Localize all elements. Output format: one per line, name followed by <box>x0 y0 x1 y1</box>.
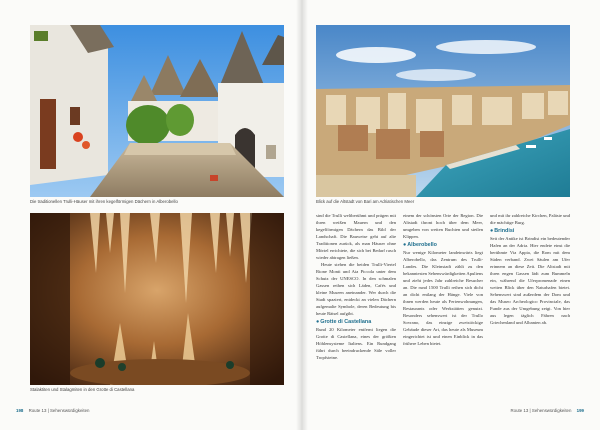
caption-grotte: Stalaktiten und Stalagmiten in den Grotte di Castellana <box>30 387 135 392</box>
trulli-illustration <box>30 25 284 197</box>
col1-paragraph-2: Heute stehen die beiden Trulli-Viertel Rione Monti und Aia Piccola unter dem Schutz der UNESCO. In den schmalen Gassen reihen sich Läden, Cafés und kleine Museen aneinander. Wer durch die Stadt spaziert, entdeckt an vielen Dächern aufgemalte Symbole, deren Bedeutung bis heute Rätsel aufgibt. <box>316 262 396 316</box>
photo-trulli-street <box>30 25 284 197</box>
book-gutter <box>296 0 308 430</box>
location-pin-icon: ● <box>316 319 320 325</box>
cave-illustration <box>30 213 284 385</box>
heading-alberobello-label: Alberobello <box>407 242 437 248</box>
text-column-3 <box>490 212 570 402</box>
heading-brindisi-label: Brindisi <box>494 228 515 234</box>
page-number-left: 198 <box>16 408 24 413</box>
col2-body: Nur wenige Kilometer landeinwärts liegt Alberobello, das Zentrum des Trulli-Landes. Die Kleinstadt zählt zu den bekanntesten Sehenswürdigkeiten Apuliens und zieht jedes Jahr zahlreiche Besucher an. Die rund 1500 Trulli reihen sich dicht an dicht entlang der Hänge. Viele von ihnen werden heute als Ferienwohnungen, Restaurants oder Werkstätten genutzt. Besonders sehenswert ist der Trullo Sovrano, das einzige zweistöckige Gebäude dieser Art, das heute als Museum eingerichtet ist und einen Einblick in das frühere Leben bietet. <box>403 250 483 346</box>
footer-left <box>16 408 90 413</box>
col2-intro: einem der schönsten Orte der Region. Die Altstadt thront hoch über dem Meer, umgeben von weiten Buchten und steilen Klippen. <box>403 213 483 239</box>
text-column-2 <box>403 212 483 402</box>
heading-alberobello <box>403 241 483 249</box>
footer-left-text: Route 13 | Sehenswürdigkeiten <box>28 408 90 413</box>
heading-grotte <box>316 318 396 326</box>
col3-body: Seit der Antike ist Brindisi ein bedeutender Hafen an der Adria. Hier endete einst die berühmte Via Appia, die Rom mit dem Süden verband. Zwei Säulen am Ufer erinnern an diese Zeit. Die Altstadt mit ihren engen Gassen lädt zum Bummeln ein, während die Uferpromenade einen weiten Blick über den Naturhafen bietet. Sehenswert sind außerdem der Dom und das Museo Archeologico Provinciale, das Funde aus der Umgebung zeigt. Von hier aus legen täglich Fähren nach Griechenland und Albanien ab. <box>490 236 570 325</box>
text-column-1 <box>316 212 396 402</box>
location-pin-icon: ● <box>403 242 407 248</box>
caption-bari: Blick auf die Altstadt von Bari am Adriatischen Meer <box>316 199 415 204</box>
col1-paragraph-3: Rund 20 Kilometer entfernt liegen die Grotte di Castellana, eines der größten Höhlensysteme Italiens. Ein Rundgang führt durch beeindruckende Säle voller Tropfsteine. <box>316 327 396 360</box>
heading-grotte-label: Grotte di Castellana <box>320 319 372 325</box>
caption-trulli: Die traditionellen Trulli-Häuser mit ihren kegelförmigen Dächern in Alberobello <box>30 199 178 204</box>
footer-right <box>510 408 584 413</box>
location-pin-icon: ● <box>490 228 494 234</box>
coast-illustration <box>316 25 570 197</box>
photo-grotte-cave <box>30 213 284 385</box>
col3-intro: und mit ihr zahlreiche Kirchen, Paläste und die mächtige Burg. <box>490 213 570 225</box>
footer-right-text: Route 13 | Sehenswürdigkeiten <box>510 408 572 413</box>
page-number-right: 199 <box>576 408 584 413</box>
col1-paragraph-1: sind die Trulli weltberühmt und prägen mit ihren weißen Mauern und den kegelförmigen Dächern das Bild der Landschaft. Die Bauweise geht auf alte Traditionen zurück, als man Häuser ohne Mörtel errichtete, die sich bei Bedarf rasch wieder abtragen ließen. <box>316 213 396 260</box>
heading-brindisi <box>490 227 570 235</box>
photo-bari-coast <box>316 25 570 197</box>
